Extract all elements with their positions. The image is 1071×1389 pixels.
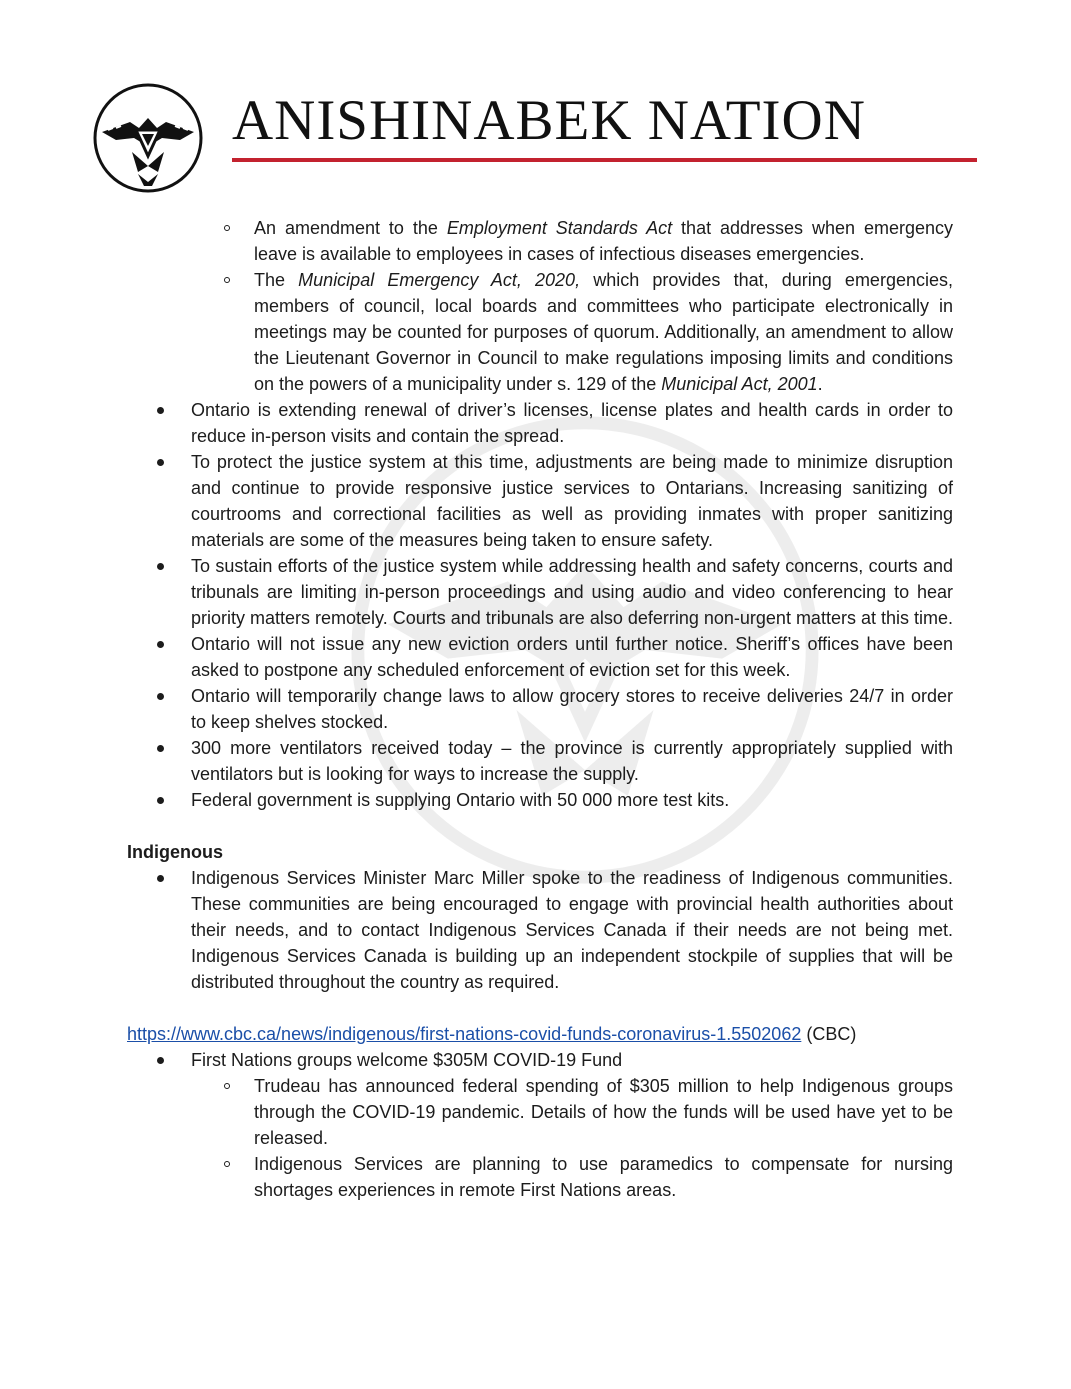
- source-label: (CBC): [801, 1024, 857, 1044]
- list-item: Ontario will not issue any new eviction orders until further notice. Sheriff’s offices have been asked to postpone any scheduled enforcement of eviction set for this week.: [127, 631, 953, 683]
- sub-list-item: Indigenous Services are planning to use paramedics to compensate for nursing shortages experiences in remote First Nations areas.: [127, 1151, 953, 1203]
- list-item: To protect the justice system at this time, adjustments are being made to minimize disruption and continue to provide responsive justice services to Ontarians. Increasing sanitizing of courtrooms and correctional facilities as well as providing inmates with proper sanitizing materials are some of the measures being taken to ensure safety.: [127, 449, 953, 553]
- title-underline: [232, 158, 977, 162]
- document-body: [127, 215, 953, 1203]
- indigenous-list: [127, 865, 953, 995]
- list-item: Ontario is extending renewal of driver’s licenses, license plates and health cards in order to reduce in-person visits and contain the spread.: [127, 397, 953, 449]
- cbc-list: [127, 1047, 953, 1203]
- list-item: To sustain efforts of the justice system while addressing health and safety concerns, courts and tribunals are limiting in-person proceedings and using audio and video conferencing to hear priority matters remotely. Courts and tribunals are also deferring non-urgent matters at this time.: [127, 553, 953, 631]
- sub-list-item: Trudeau has announced federal spending of $305 million to help Indigenous groups through the COVID-19 pandemic. Details of how the funds will be used have yet to be released.: [127, 1073, 953, 1151]
- source-line: [127, 1021, 953, 1047]
- section-heading-indigenous: Indigenous: [127, 842, 223, 862]
- organization-title: ANISHINABEK NATION: [232, 89, 866, 152]
- thunderbird-logo-icon: [92, 82, 204, 194]
- list-item: Federal government is supplying Ontario with 50 000 more test kits.: [127, 787, 953, 813]
- list-item: 300 more ventilators received today – the province is currently appropriately supplied with ventilators but is looking for ways to increase the supply.: [127, 735, 953, 787]
- cbc-article-link[interactable]: https://www.cbc.ca/news/indigenous/first-nations-covid-funds-coronavirus-1.5502062: [127, 1024, 802, 1044]
- sub-list-item: An amendment to the Employment Standards Act that addresses when emergency leave is available to employees in cases of infectious diseases emergencies.: [127, 215, 953, 267]
- letterhead: [0, 0, 1071, 200]
- sub-list-item: The Municipal Emergency Act, 2020, which provides that, during emergencies, members of council, local boards and committees who participate electronically in meetings may be counted for purposes of quorum. Additionally, an amendment to allow the Lieutenant Governor in Council to make regulations imposing limits and conditions on the powers of a municipality under s. 129 of the Municipal Act, 2001.: [127, 267, 953, 397]
- list-item: Ontario will temporarily change laws to allow grocery stores to receive deliveries 24/7 in order to keep shelves stocked.: [127, 683, 953, 735]
- list-item: First Nations groups welcome $305M COVID-19 Fund: [127, 1047, 953, 1073]
- ontario-measures-list: [127, 215, 953, 813]
- list-item: Indigenous Services Minister Marc Miller spoke to the readiness of Indigenous communities. These communities are being encouraged to engage with provincial health authorities about their needs, and to contact Indigenous Services Canada if their needs are not being met. Indigenous Services Canada is building up an independent stockpile of supplies that will be distributed throughout the country as required.: [127, 865, 953, 995]
